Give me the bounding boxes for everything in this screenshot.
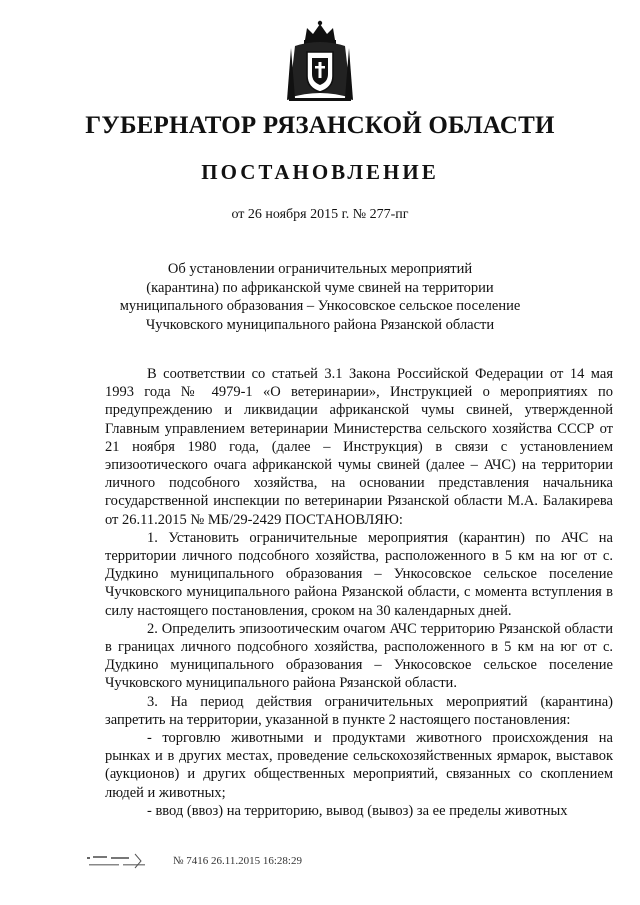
- registration-number: № 7416 26.11.2015 16:28:29: [173, 855, 302, 867]
- document-date-number: от 26 ноября 2015 г. № 277-пг: [231, 207, 409, 222]
- document-type: ПОСТАНОВЛЕНИЕ: [201, 160, 439, 184]
- issuer-title: ГУБЕРНАТОР РЯЗАНСКОЙ ОБЛАСТИ: [85, 112, 555, 139]
- clause-1: 1. Установить ограничительные мероприятия (карантин) по АЧС на территории личного подсобного хозяйства, расположенного в 5 км на юг от с. Дудкино муниципального образования – Ункосовское сельское поселение Чучковского муниципального района Рязанской области, с момента вступления в силу настоящего постановления, сроком на 30 календарных дней.: [105, 529, 613, 619]
- clause-3-item: - торговлю животными и продуктами животного происхождения на рынках и в других местах, проведение сельскохозяйственных ярмарок, выставок (аукционов) и других общественных мероприятий, связанных со скоплением людей и животных;: [105, 730, 613, 801]
- subject-line: муниципального образования – Ункосовское сельское поселение: [119, 298, 521, 315]
- subject-line: Чучковского муниципального района Рязанской области: [145, 316, 495, 333]
- clause-2: 2. Определить эпизоотическим очагом АЧС территорию Рязанской области в границах личного подсобного хозяйства, расположенного в 5 км на юг от с. Дудкино муниципального образования – Ункосовское сельское поселение Чучковского муниципального района Рязанской области.: [105, 620, 613, 692]
- subject-line: Об установлении ограничительных мероприятий: [167, 261, 473, 277]
- coat-of-arms-icon: [285, 18, 355, 104]
- clause-3: 3. На период действия ограничительных мероприятий (карантина) запретить на территории, указанной в пункте 2 настоящего постановления:: [105, 693, 613, 728]
- registration-footer: [85, 852, 385, 872]
- preamble-paragraph: В соответствии со статьей 3.1 Закона Российской Федерации от 14 мая 1993 года № 4979-1 «О ветеринарии», Инструкцией о мероприятиях по предупреждению и ликвидации африканской чумы свиней, утвержденной Главным управлением ветеринарии Министерства сельского хозяйства СССР от 21 ноября 1980 года, (далее – Инструкция) в связи с установлением эпизоотического очага африканской чумы свиней (далее – АЧС) на территории личного подсобного хозяйства, на основании представления начальника государственной инспекции по ветеринарии Рязанской области М.А. Балакирева от 26.11.2015 № МБ/29-2429 ПОСТАНОВЛЯЮ:: [105, 366, 613, 528]
- document-subject: [100, 260, 540, 334]
- subject-line: (карантина) по африканской чуме свиней на территории: [146, 279, 494, 296]
- document-body: [105, 365, 613, 820]
- registration-stamp-icon: [85, 852, 155, 872]
- clause-3-item: - ввод (ввоз) на территорию, вывод (вывоз) за ее пределы животных: [147, 802, 568, 819]
